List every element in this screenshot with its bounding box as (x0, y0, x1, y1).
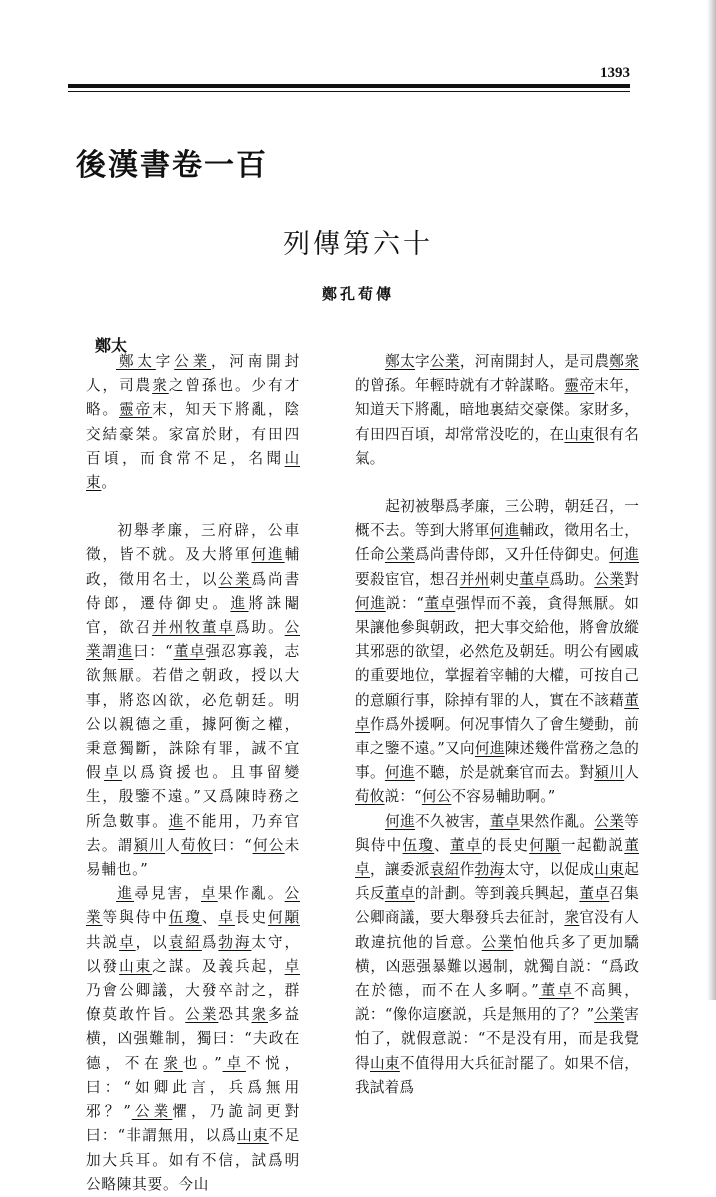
proper-name: 公業 (594, 570, 625, 588)
proper-name: 董卓 (579, 885, 610, 903)
proper-name: 進 (116, 885, 135, 903)
proper-name: 卓 (222, 1054, 246, 1072)
proper-name: 進 (168, 812, 186, 830)
proper-name: 何顒 (529, 836, 561, 854)
proper-name: 并州牧 (152, 619, 202, 637)
proper-name: 何進 (384, 764, 415, 782)
proper-name: 公業 (429, 353, 460, 370)
proper-name: 何進 (251, 546, 285, 564)
vernacular-paragraph-2: 起初被舉爲孝廉，三公聘，朝廷召，一概不去。等到大將軍何進輔政，徵用名士，任命公業爲尚書侍郎，又升任侍御史。何進要殺宦官，想召并州刺史董卓爲助。公業對何進説：“董卓强悍而不義，貪得無厭。如果讓他參與朝政，把大事交給他，將會放縱其邪惡的欲望，必然危及朝廷。明公有國戚的重要地位，掌握着宰輔的大權，可按自己的意願行事，除掉有罪的人，實在不該藉董卓作爲外援啊。何况事情久了會生變動，前車之鑒不遠。”又向何進陳述幾件當務之急的事。何進不聽，於是就棄官而去。對潁川人荀攸説：“何公不容易輔助啊。” (355, 498, 640, 806)
volume-title: 後漢書卷一百 (76, 148, 268, 183)
vernacular-paragraph-1: 鄭太字公業，河南開封人，是司農鄭衆的曾孫。年輕時就有才幹謀略。靈帝末年，知道天下將亂，暗地裏結交豪傑。家財多，有田四百頃，却常常没吃的，在山東很有名氣。 (355, 353, 639, 467)
proper-name: 何進 (355, 594, 386, 612)
proper-name: 靈帝 (119, 401, 153, 419)
proper-name: 山東 (119, 957, 153, 975)
proper-name: 衆 (152, 377, 169, 395)
proper-name: 董卓 (384, 885, 415, 903)
proper-name: 董卓 (173, 643, 206, 661)
proper-name: 鄭衆 (609, 353, 639, 370)
biography-subtitle: 鄭孔荀傳 (321, 285, 394, 303)
proper-name: 山東 (594, 861, 625, 879)
proper-name: 公業 (86, 619, 301, 661)
proper-name: 董卓 (355, 691, 639, 733)
proper-name: 衆 (251, 1006, 269, 1024)
paragraph-gap (355, 471, 639, 495)
proper-name: 衆 (564, 909, 580, 927)
proper-name: 勃海 (474, 861, 505, 879)
proper-name: 公業 (86, 885, 301, 927)
proper-name: 山東 (86, 449, 300, 492)
proper-name: 荀攸 (355, 788, 385, 806)
proper-name: 鄭太 (385, 353, 416, 370)
proper-name: 董卓 (424, 594, 456, 612)
vernacular-paragraph-3: 何進不久被害，董卓果然作亂。公業等與侍中伍瓊、董卓的長史何顒一起勸説董卓，讓委派袁紹作勃海太守，以促成山東起兵反董卓的計劃。等到義兵興起，董卓召集公卿商議，要大舉發兵去征討，衆官没有人敢違抗他的旨意。公業怕他兵多了更加驕横，凶惡强暴難以遏制，就獨自説：“爲政在於德，而不在人多啊。”董卓不高興，説：“像你這麽説，兵是無用的了？”公業害怕了，就假意説：“不是没有用，而是我覺得山東不值得用大兵征討罷了。如果不信，我試着爲 (355, 812, 640, 1096)
proper-name: 卓 (119, 933, 136, 951)
vernacular-text-column (355, 350, 639, 1100)
header-rule-thin (68, 91, 630, 92)
proper-name: 潁川 (594, 764, 625, 782)
proper-name: 公業 (218, 570, 252, 588)
proper-name: 山東 (237, 1127, 269, 1145)
classical-paragraph-2: 初舉孝廉，三府辟，公車徵，皆不就。及大將軍何進輔政，徵用名士，以公業爲尚書侍郎，遷侍御史。進將誅閹官，欲召并州牧董卓爲助。公業謂進曰：“董卓强忍寡義，志欲無厭。若借之朝政，授以大事，將恣凶欲，必危朝廷。明公以親德之重，據阿衡之權，秉意獨斷，誅除有罪，誠不宜假卓以爲資援也。且事留變生，殷鑒不遠。”又爲陳時務之所急數事。進不能用，乃弃官去。謂潁川人荀攸曰：“何公未易輔也。” (86, 522, 301, 879)
proper-name: 進 (117, 643, 134, 661)
proper-name: 卓 (218, 909, 235, 927)
proper-name: 何進 (489, 522, 520, 540)
proper-name: 董卓 (201, 619, 235, 637)
chapter-title: 列傳第六十 (283, 229, 433, 260)
section-heading: 鄭太 (95, 336, 128, 355)
proper-name: 公業 (594, 812, 625, 830)
proper-name: 卓 (200, 885, 218, 903)
proper-name: 董卓 (489, 812, 520, 830)
proper-name: 董卓 (519, 570, 550, 588)
proper-name: 荀攸 (180, 836, 213, 854)
proper-name: 何公 (252, 836, 285, 854)
proper-name: 公業 (174, 353, 211, 370)
proper-name: 董卓 (450, 836, 482, 854)
proper-name: 何進 (609, 546, 640, 564)
proper-name: 伍瓊 (402, 836, 435, 854)
proper-name: 卓 (284, 957, 301, 975)
proper-name: 鄭太 (116, 353, 156, 370)
proper-name: 勃海 (218, 933, 252, 951)
proper-name: 何顒 (268, 909, 300, 927)
proper-name: 公業 (185, 1006, 219, 1024)
proper-name: 衆 (163, 1054, 183, 1072)
proper-name: 公業 (131, 1103, 173, 1121)
scan-edge-shadow (707, 0, 716, 1000)
proper-name: 并州 (459, 570, 490, 588)
proper-name: 靈帝 (564, 377, 595, 395)
proper-name: 袁紹 (429, 861, 460, 879)
proper-name: 公業 (481, 933, 514, 951)
proper-name: 董卓 (355, 836, 639, 879)
proper-name: 何公 (421, 788, 452, 806)
proper-name: 山東 (369, 1054, 400, 1072)
proper-name: 公業 (384, 546, 415, 564)
classical-paragraph-3: 進尋見害，卓果作亂。公業等與侍中伍瓊、卓長史何顒共説卓，以袁紹爲勃海太守，以發山東之謀。及義兵起，卓乃會公卿議，大發卒討之，群僚莫敢忤旨。公業恐其衆多益横，凶强難制，獨曰：“夫政在德，不在衆也。”卓不悦，曰：“如卿此言，兵爲無用邪？”公業懼，乃詭詞更對曰：“非謂無用，以爲山東不足加大兵耳。如有不信，試爲明公略陳其要。今山 (86, 885, 301, 1193)
classical-paragraph-1: 鄭太字公業，河南開封人，司農衆之曾孫也。少有才略。靈帝末，知天下將亂，陰交結豪桀。家富於財，有田四百頃，而食常不足，名聞山東。 (86, 353, 301, 492)
proper-name: 伍瓊 (168, 909, 202, 927)
classical-text-column (86, 350, 300, 1197)
proper-name: 公業 (594, 1006, 625, 1024)
paragraph-gap (86, 495, 300, 519)
proper-name: 卓 (104, 764, 123, 782)
page-number: 1393 (600, 65, 630, 81)
proper-name: 潁川 (133, 836, 166, 854)
proper-name: 何進 (474, 740, 505, 758)
proper-name: 董卓 (538, 982, 575, 1000)
proper-name: 何進 (385, 812, 416, 830)
proper-name: 山東 (564, 425, 595, 443)
proper-name: 袁紹 (168, 933, 202, 951)
header-rule-thick (68, 84, 630, 88)
proper-name: 進 (230, 594, 249, 612)
